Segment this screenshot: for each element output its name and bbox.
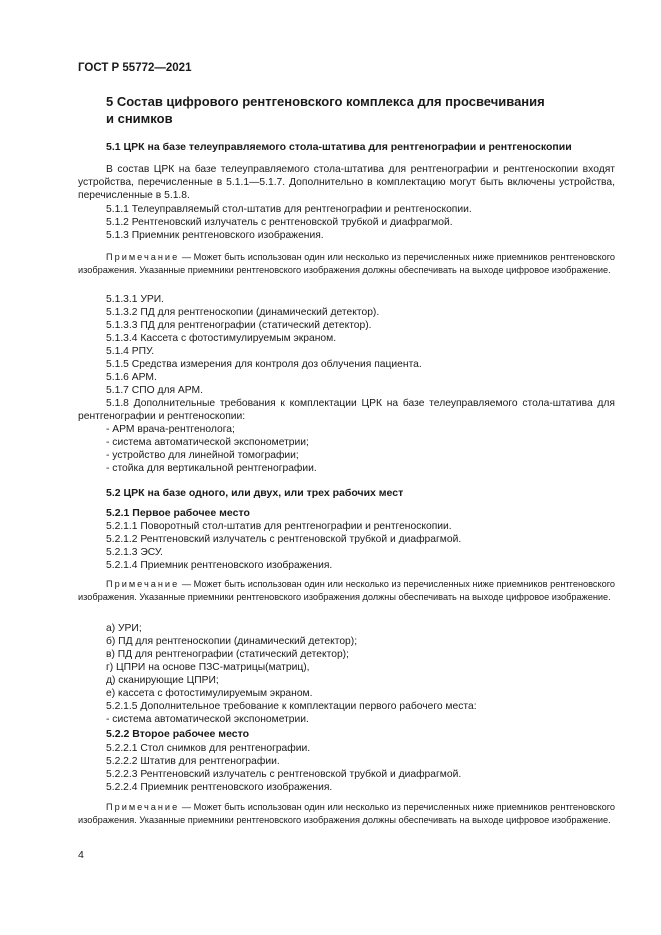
list-item: 5.1.3.2 ПД для рентгеноскопии (динамический детектор). [106, 307, 380, 318]
list-item: 5.1.4 РПУ. [106, 346, 155, 357]
list-item: - АРМ врача-рентгенолога; [106, 424, 235, 435]
section-5-title-line1: 5 Состав цифрового рентгеновского комплекса для просвечивания [106, 94, 545, 109]
list-item: 5.1.3.4 Кассета с фотостимулируемым экраном. [106, 333, 337, 344]
list-item: 5.1.3 Приемник рентгеновского изображения. [106, 230, 324, 241]
list-item: 5.1.7 СПО для АРМ. [106, 385, 203, 396]
section-5-1-8-paragraph: 5.1.8 Дополнительные требования к комплектации ЦРК на базе телеуправляемого стола-штатива для рентгенографии и рентгеноскопии: [78, 398, 615, 422]
list-item: а) УРИ; [106, 623, 142, 634]
list-item: - стойка для вертикальной рентгенографии. [106, 463, 317, 474]
list-item: - система автоматической экспонометрии. [106, 714, 309, 725]
list-item: 5.2.1.4 Приемник рентгеновского изображения. [106, 560, 333, 571]
section-5-1-title: 5.1 ЦРК на базе телеуправляемого стола-штатива для рентгенографии и рентгеноскопии [106, 141, 572, 153]
list-item: - система автоматической экспонометрии; [106, 437, 309, 448]
list-item: в) ПД для рентгенографии (статический детектор); [106, 649, 349, 660]
list-item: 5.2.2.4 Приемник рентгеновского изображения. [106, 782, 333, 793]
list-item: 5.2.1.5 Дополнительное требование к комплектации первого рабочего места: [106, 701, 477, 712]
section-5-2-1-title: 5.2.1 Первое рабочее место [106, 507, 250, 519]
list-item: 5.2.1.1 Поворотный стол-штатив для рентгенографии и рентгеноскопии. [106, 521, 452, 532]
note-text: — Может быть использован один или несколько из перечисленных ниже приемников рентгеновского изображения. Указанные приемники рентгеновского изображения должны обеспечивать на выходе цифровое изображение. [78, 802, 615, 825]
list-item: 5.1.2 Рентгеновский излучатель с рентгеновской трубкой и диафрагмой. [106, 217, 453, 228]
list-item: 5.2.2.3 Рентгеновский излучатель с рентгеновской трубкой и диафрагмой. [106, 769, 462, 780]
list-item: 5.1.1 Телеуправляемый стол-штатив для рентгенографии и рентгеноскопии. [106, 204, 472, 215]
list-item: 5.2.2.2 Штатив для рентгенографии. [106, 756, 280, 767]
list-item: 5.2.1.3 ЭСУ. [106, 547, 163, 558]
list-item: 5.2.2.1 Стол снимков для рентгенографии. [106, 743, 311, 754]
note-5-2-1-4 [78, 578, 615, 603]
list-item: г) ЦПРИ на основе ПЗС-матрицы(матриц), [106, 662, 310, 673]
list-item: - устройство для линейной томографии; [106, 450, 299, 461]
list-item: 5.1.3.1 УРИ. [106, 294, 165, 305]
list-item: 5.1.3.3 ПД для рентгенографии (статический детектор). [106, 320, 372, 331]
list-item: 5.1.6 АРМ. [106, 372, 157, 383]
note-5-1-3 [78, 251, 615, 276]
list-item: 5.2.1.2 Рентгеновский излучатель с рентгеновской трубкой и диафрагмой. [106, 534, 462, 545]
note-5-2-2-4 [78, 801, 615, 826]
section-5-2-2-title: 5.2.2 Второе рабочее место [106, 728, 250, 740]
list-item: 5.1.5 Средства измерения для контроля доз облучения пациента. [106, 359, 422, 370]
note-label: Примечание [106, 252, 180, 262]
section-5-2-title: 5.2 ЦРК на базе одного, или двух, или трех рабочих мест [106, 487, 404, 499]
section-5-1-paragraph: В состав ЦРК на базе телеуправляемого стола-штатива для рентгенографии и рентгеноскопии входят устройства, перечисленные в 5.1.1—5.1.7. Дополнительно в комплектацию могут быть включены устройства, перечисленные в 5.1.8. [78, 164, 615, 201]
list-item: д) сканирующие ЦПРИ; [106, 675, 219, 686]
list-item: б) ПД для рентгеноскопии (динамический детектор); [106, 636, 358, 647]
note-label: Примечание [106, 579, 180, 589]
page-number: 4 [78, 849, 84, 861]
section-5-title-line2: и снимков [106, 111, 173, 126]
note-text: — Может быть использован один или несколько из перечисленных ниже приемников рентгеновского изображения. Указанные приемники рентгеновского изображения должны обеспечивать на выходе цифровое изображение. [78, 252, 615, 275]
list-item: е) кассета с фотостимулируемым экраном. [106, 688, 313, 699]
note-text: — Может быть использован один или несколько из перечисленных ниже приемников рентгеновского изображения. Указанные приемники рентгеновского изображения должны обеспечивать на выходе цифровое изображение. [78, 579, 615, 602]
document-header: ГОСТ Р 55772—2021 [78, 62, 192, 74]
note-label: Примечание [106, 802, 180, 812]
